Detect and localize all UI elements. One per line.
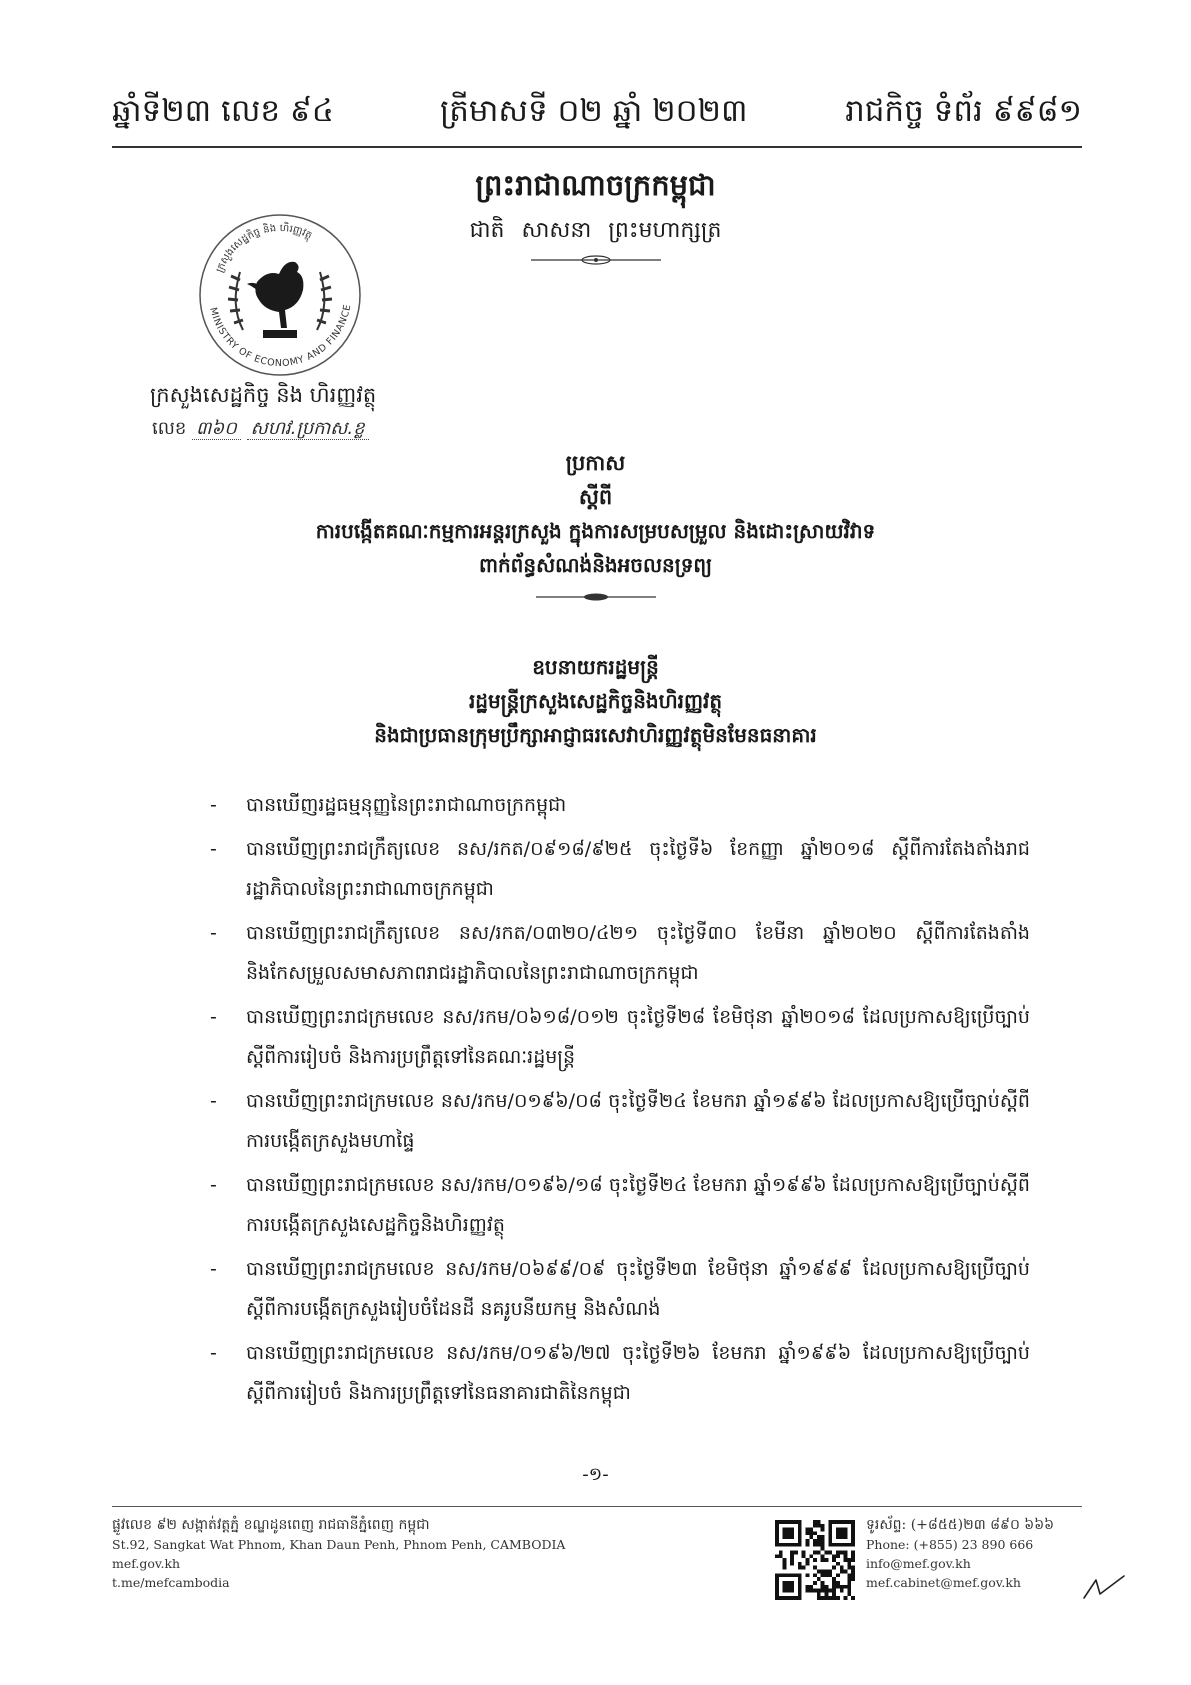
title-about: ស្តីពី [578,485,613,509]
recital-dash: - [210,1090,217,1112]
recital-list [210,785,1030,1417]
recital-text: បានឃើញព្រះរាជក្រមលេខ នស/រកម/០៦១៨/០១២ ចុះថ្ងៃទី២៨ ខែមិថុនា ឆ្នាំ២០១៨ ដែលប្រកាសឱ្យប្រើច្បាប់ស្តីពីការរៀបចំ និងការប្រព្រឹត្តទៅនៃគណៈរដ្ឋមន្ត្រី [246,1006,1030,1068]
initials-signature-icon [1080,1570,1130,1604]
phone-kh: ទូរស័ព្ទ: (+៨៥៥)២៣ ៨៩០ ៦៦៦ [866,1517,1055,1533]
reference-number [152,416,369,443]
seal-text-kh: ក្រសួងសេដ្ឋកិច្ច និង ហិរញ្ញវត្ថុ [214,222,314,275]
gazette-page-ref: រាជកិច្ច ទំព័រ ៩៩៨១ [845,93,1082,129]
recital-dash: - [210,1258,217,1280]
recital-dash: - [210,1174,217,1196]
kingdom-heading [0,168,1191,266]
recital-text: បានឃើញព្រះរាជក្រមលេខ នស/រកម/០១៩៦/១៨ ចុះថ្ងៃទី២៤ ខែមករា ឆ្នាំ១៩៩៦ ដែលប្រកាសឱ្យប្រើច្បាប់ស្តីពីការបង្កើតក្រសួងសេដ្ឋកិច្ចនិងហិរញ្ញវត្ថុ [246,1174,1030,1236]
address-en: St.92, Sangkat Wat Phnom, Khan Daun Penh, Phnom Penh, CAMBODIA [112,1537,566,1552]
recital-dash: - [210,794,217,816]
footer-contact [866,1516,1054,1592]
gazette-issue: ឆ្នាំទី២៣ លេខ ៩៤ [112,93,334,129]
recital-dash: - [210,1342,217,1364]
qr-code-icon[interactable] [775,1520,855,1600]
recital-item [210,1249,1030,1329]
kingdom-name: ព្រះរាជាណាចក្រកម្ពុជា [475,168,716,202]
telegram-link[interactable]: t.me/mefcambodia [112,1575,230,1590]
recital-text: បានឃើញរដ្ឋធម្មនុញ្ញនៃព្រះរាជាណាចក្រកម្ពុជា [246,794,567,816]
authority-line-1: ឧបនាយករដ្ឋមន្ត្រី [532,655,659,679]
document-title [0,446,1191,614]
recital-item [210,1333,1030,1413]
recital-item [210,785,1030,825]
title-kind: ប្រកាស [565,451,626,475]
page-number: -១- [582,1464,609,1485]
footer-address [112,1516,565,1592]
recital-dash: - [210,1006,217,1028]
address-kh: ផ្លូវលេខ ៩២ សង្កាត់វត្តភ្នំ ខណ្ឌដូនពេញ រាជធានីភ្នំពេញ កម្ពុជា [112,1517,430,1533]
authority-line-2: រដ្ឋមន្ត្រីក្រសួងសេដ្ឋកិច្ចនិងហិរញ្ញវត្ថុ [468,689,723,713]
ornament-divider-icon [536,592,656,602]
email-cabinet-link[interactable]: mef.cabinet@mef.gov.kh [866,1575,1021,1590]
recital-item [210,829,1030,909]
recital-item [210,913,1030,993]
recital-item [210,1081,1030,1161]
title-line-2: ពាក់ព័ន្ធសំណង់និងអចលនទ្រព្យ [478,553,713,577]
title-line-1: ការបង្កើតគណៈកម្មការអន្តរក្រសួង ក្នុងការសម្របសម្រួល និងដោះស្រាយវិវាទ [315,519,876,543]
ref-number: ៣៦០ [192,418,241,440]
recital-dash: - [210,838,217,860]
email-info-link[interactable]: info@mef.gov.kh [866,1556,971,1571]
recital-item [210,997,1030,1077]
recital-text: បានឃើញព្រះរាជក្រមលេខ នស/រកម/០១៩៦/០៨ ចុះថ្ងៃទី២៤ ខែមករា ឆ្នាំ១៩៩៦ ដែលប្រកាសឱ្យប្រើច្បាប់ស្តីពីការបង្កើតក្រសួងមហាផ្ទៃ [246,1090,1030,1152]
recital-dash: - [210,922,217,944]
kingdom-motto: ជាតិ សាសនា ព្រះមហាក្សត្រ [469,218,722,243]
ref-label: លេខ [152,418,187,439]
website-link[interactable]: mef.gov.kh [112,1556,181,1571]
authority-line-3: និងជាប្រធានក្រុមប្រឹក្សាអាជ្ញាធរសេវាហិរញ្ញវត្ថុមិនមែនធនាគារ [374,723,817,747]
ministry-name: ក្រសួងសេដ្ឋកិច្ច និង ហិរញ្ញវត្ថុ [150,383,377,407]
recital-text: បានឃើញព្រះរាជក្រមលេខ នស/រកម/០៦៩៩/០៩ ចុះថ្ងៃទី២៣ ខែមិថុនា ឆ្នាំ១៩៩៩ ដែលប្រកាសឱ្យប្រើច្បាប់ស្តីពីការបង្កើតក្រសួងរៀបចំដែនដី នគរូបនីយកម្ម និងសំណង់ [246,1258,1030,1320]
gazette-header [112,92,1082,136]
phone-en: Phone: (+855) 23 890 666 [866,1537,1034,1552]
issuing-authority [0,650,1191,752]
header-rule [112,146,1082,148]
recital-text: បានឃើញព្រះរាជក្រឹត្យលេខ នស/រកត/០៣២០/៤២១ ចុះថ្ងៃទី៣០ ខែមីនា ឆ្នាំ២០២០ ស្តីពីការតែងតាំង និងកែសម្រួលសមាសភាពរាជរដ្ឋាភិបាលនៃព្រះរាជាណាចក្រកម្ពុជា [246,922,1030,984]
recital-item [210,1165,1030,1245]
ministry-seal-icon [195,210,365,380]
footer-rule [112,1506,1082,1507]
recital-text: បានឃើញព្រះរាជក្រឹត្យលេខ នស/រកត/០៩១៨/៩២៥ ចុះថ្ងៃទី៦ ខែកញ្ញា ឆ្នាំ២០១៨ ស្តីពីការតែងតាំងរាជរដ្ឋាភិបាលនៃព្រះរាជាណាចក្រកម្ពុជា [246,838,1030,900]
seal-text-en: MINISTRY OF ECONOMY AND FINANCE [207,303,354,370]
recital-text: បានឃើញព្រះរាជក្រមលេខ នស/រកម/០១៩៦/២៧ ចុះថ្ងៃទី២៦ ខែមករា ឆ្នាំ១៩៩៦ ដែលប្រកាសឱ្យប្រើច្បាប់ស្តីពីការរៀបចំ និងការប្រព្រឹត្តទៅនៃធនាគារជាតិនៃកម្ពុជា [246,1342,1030,1404]
gazette-quarter: ត្រីមាសទី ០២ ឆ្នាំ ២០២៣ [440,93,748,129]
ornament-divider-icon [531,254,661,266]
ref-suffix: សហវ.ប្រកាស.ខ្ល [247,418,369,440]
